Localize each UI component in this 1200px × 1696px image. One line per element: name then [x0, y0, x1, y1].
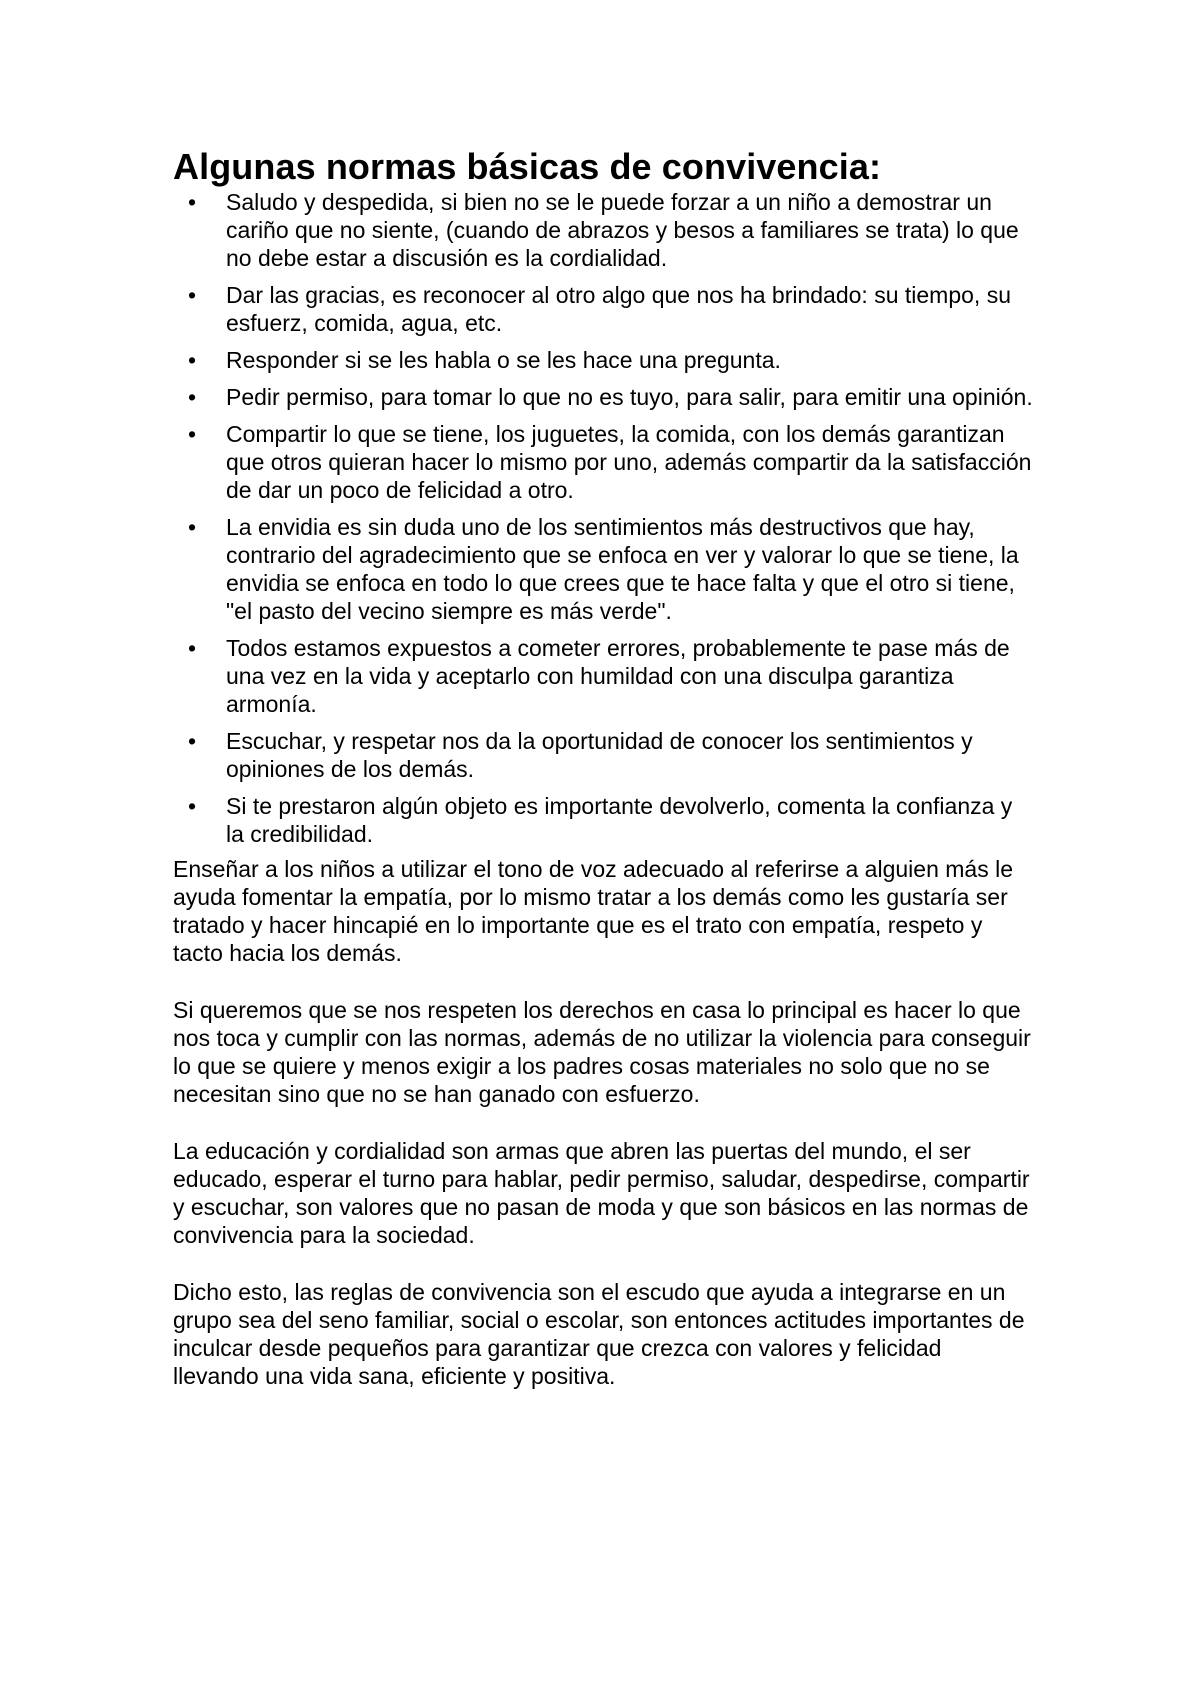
list-item-text: Dar las gracias, es reconocer al otro algo que nos ha brindado: su tiempo, su esfuerz, comida, agua, etc.	[226, 282, 1011, 336]
list-item-text: La envidia es sin duda uno de los sentimientos más destructivos que hay, contrario del agradecimiento que se enfoca en ver y valorar lo que se tiene, la envidia se enfoca en todo lo que crees que te hace falta y que el otro si tiene, "el pasto del vecino siempre es más verde".	[226, 514, 1019, 624]
bullet-icon: •	[188, 282, 197, 308]
list-item-text: Pedir permiso, para tomar lo que no es tuyo, para salir, para emitir una opinión.	[226, 384, 1033, 410]
list-item	[173, 792, 1033, 848]
list-item	[173, 727, 1033, 783]
paragraph-empathy: Enseñar a los niños a utilizar el tono de voz adecuado al referirse a alguien más le ayuda fomentar la empatía, por lo mismo tratar a los demás como les gustaría ser tratado y hacer hincapié en lo importante que es el trato con empatía, respeto y tacto hacia los demás.	[173, 856, 1013, 966]
list-item-text: Compartir lo que se tiene, los juguetes, la comida, con los demás garantizan que otros quieran hacer lo mismo por uno, además compartir da la satisfacción de dar un poco de felicidad a otro.	[226, 421, 1032, 503]
list-item	[173, 188, 1033, 272]
list-item-text: Todos estamos expuestos a cometer errores, probablemente te pase más de una vez en la vida y aceptarlo con humildad con una disculpa garantiza armonía.	[226, 635, 1010, 717]
bullet-icon: •	[188, 728, 197, 754]
document-page	[173, 146, 1033, 1419]
list-item	[173, 346, 1033, 374]
list-item	[173, 513, 1033, 625]
bullet-icon: •	[188, 514, 197, 540]
paragraph-education: La educación y cordialidad son armas que abren las puertas del mundo, el ser educado, esperar el turno para hablar, pedir permiso, saludar, despedirse, compartir y escuchar, son valores que no pasan de moda y que son básicos en las normas de convivencia para la sociedad.	[173, 1138, 1030, 1248]
list-item-text: Si te prestaron algún objeto es importante devolverlo, comenta la confianza y la credibilidad.	[226, 793, 1013, 847]
paragraph-conclusion: Dicho esto, las reglas de convivencia son el escudo que ayuda a integrarse en un grupo sea del seno familiar, social o escolar, son entonces actitudes importantes de inculcar desde pequeños para garantizar que crezca con valores y felicidad llevando una vida sana, eficiente y positiva.	[173, 1279, 1025, 1389]
list-item	[173, 634, 1033, 718]
paragraph-rights: Si queremos que se nos respeten los derechos en casa lo principal es hacer lo que nos toca y cumplir con las normas, además de no utilizar la violencia para conseguir lo que se quiere y menos exigir a los padres cosas materiales no solo que no se necesitan sino que no se han ganado con esfuerzo.	[173, 997, 1031, 1107]
bullet-icon: •	[188, 635, 197, 661]
bullet-icon: •	[188, 384, 197, 410]
list-item	[173, 281, 1033, 337]
list-item	[173, 383, 1033, 411]
list-item	[173, 420, 1033, 504]
list-item-text: Responder si se les habla o se les hace una pregunta.	[226, 347, 781, 373]
rules-list	[173, 188, 1033, 848]
bullet-icon: •	[188, 347, 197, 373]
bullet-icon: •	[188, 189, 197, 215]
list-item-text: Escuchar, y respetar nos da la oportunidad de conocer los sentimientos y opiniones de los demás.	[226, 728, 973, 782]
bullet-icon: •	[188, 421, 197, 447]
list-item-text: Saludo y despedida, si bien no se le puede forzar a un niño a demostrar un cariño que no siente, (cuando de abrazos y besos a familiares se trata) lo que no debe estar a discusión es la cordialidad.	[226, 189, 1019, 271]
document-title: Algunas normas básicas de convivencia:	[173, 146, 882, 187]
bullet-icon: •	[188, 793, 197, 819]
